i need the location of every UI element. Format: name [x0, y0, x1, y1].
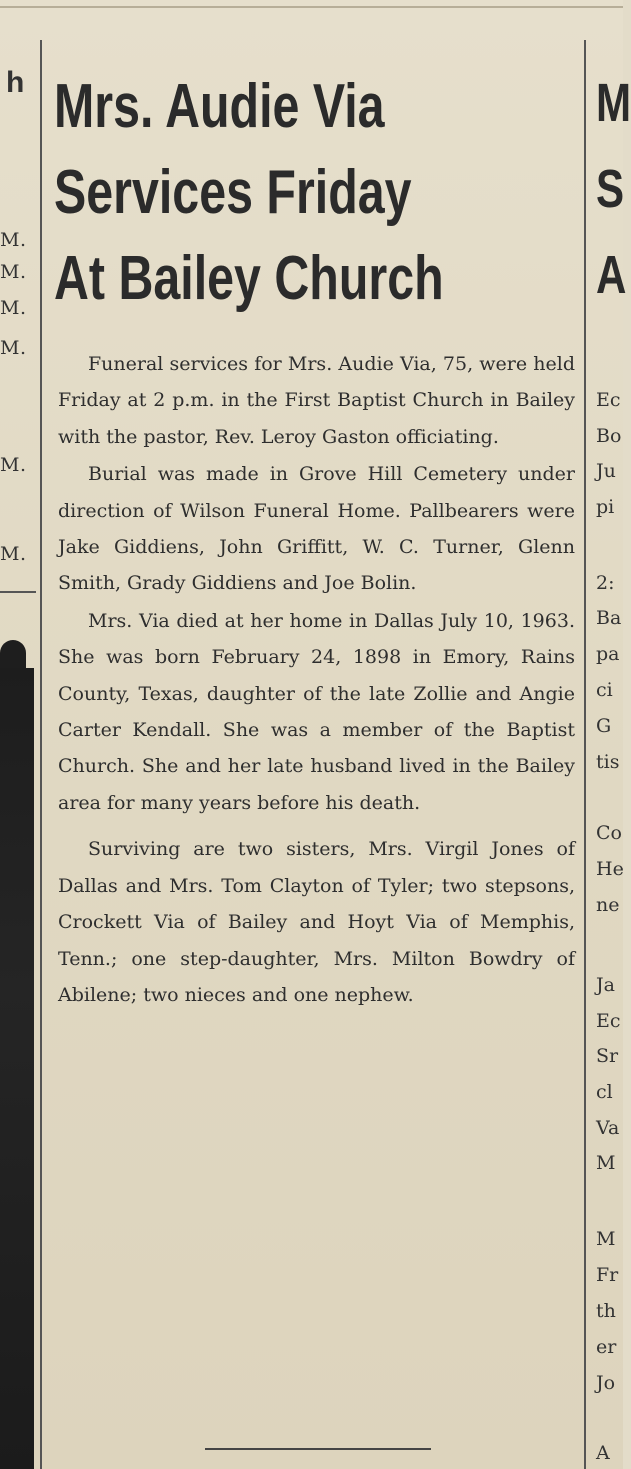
right-fragment: ne: [596, 894, 620, 916]
right-fragment: G: [596, 715, 612, 737]
right-headline-fragment: S: [596, 159, 625, 219]
right-fragment: er: [596, 1336, 617, 1358]
right-column-fragment: [588, 0, 631, 1469]
left-fragment: h: [6, 66, 25, 99]
column-rule-left: [40, 40, 42, 1469]
left-fragment: M.: [0, 543, 27, 565]
headline-line: Mrs. Audie Via: [54, 72, 385, 141]
right-headline-fragment: A: [596, 245, 627, 305]
right-fragment: ci: [596, 679, 613, 701]
right-fragment: He: [596, 858, 624, 880]
headline-line: At Bailey Church: [54, 244, 444, 313]
right-fragment: M: [596, 1152, 616, 1174]
right-fragment: Ja: [596, 974, 615, 996]
left-fragment: M.: [0, 337, 27, 359]
left-column-fragment: [0, 0, 40, 1469]
right-fragment: 2:: [596, 572, 615, 594]
right-fragment: Jo: [596, 1372, 616, 1394]
right-fragment: Ec: [596, 389, 621, 411]
article-body: [58, 346, 575, 1013]
column-rule-right: [584, 40, 586, 1469]
left-fragment: M.: [0, 261, 27, 283]
right-fragment: Sr: [596, 1045, 619, 1067]
article-paragraph: Funeral services for Mrs. Audie Via, 75, were held Friday at 2 p.m. in the First Baptist Church in Bailey with the pastor, Rev. Leroy Gaston officiating.: [58, 353, 575, 448]
right-fragment: Ju: [596, 460, 616, 482]
headline-line: Services Friday: [54, 158, 412, 227]
photo-fragment: [0, 668, 34, 1469]
left-fragment: M.: [0, 297, 27, 319]
right-fragment: Va: [596, 1117, 620, 1139]
article-paragraph: Mrs. Via died at her home in Dallas July 10, 1963. She was born February 24, 1898 in Emory, Rains County, Texas, daughter of the late Zollie and Angie Carter Kendall. She was a member of the Baptist Church. She and her late husband lived in the Bailey area for many years before his death.: [58, 609, 575, 814]
right-fragment: M: [596, 1228, 616, 1250]
left-fragment: M.: [0, 229, 27, 251]
right-fragment: pi: [596, 496, 615, 518]
right-fragment: cl: [596, 1081, 613, 1103]
right-fragment: Fr: [596, 1264, 619, 1286]
right-fragment: pa: [596, 643, 620, 665]
top-border: [0, 6, 623, 8]
right-fragment: th: [596, 1300, 616, 1322]
left-fragment: M.: [0, 454, 27, 476]
right-fragment: Ec: [596, 1010, 621, 1032]
right-fragment: Co: [596, 822, 622, 844]
right-fragment: tis: [596, 751, 620, 773]
left-divider: [0, 591, 36, 593]
right-fragment: A: [596, 1442, 610, 1464]
right-headline-fragment: M: [596, 73, 631, 133]
right-fragment: Bo: [596, 425, 622, 447]
article-headline: [54, 64, 460, 322]
article-paragraph: Burial was made in Grove Hill Cemetery under direction of Wilson Funeral Home. Pallbearers were Jake Giddiens, John Griffitt, W. C. Turner, Glenn Smith, Grady Giddiens and Joe Bolin.: [58, 463, 575, 595]
article-paragraph: Surviving are two sisters, Mrs. Virgil Jones of Dallas and Mrs. Tom Clayton of Tyler; two stepsons, Crockett Via of Bailey and Hoyt Via of Memphis, Tenn.; one step-daughter, Mrs. Milton Bowdry of Abilene; two nieces and one nephew.: [58, 838, 575, 1006]
right-fragment: Ba: [596, 607, 622, 629]
article-end-rule: [205, 1448, 431, 1450]
